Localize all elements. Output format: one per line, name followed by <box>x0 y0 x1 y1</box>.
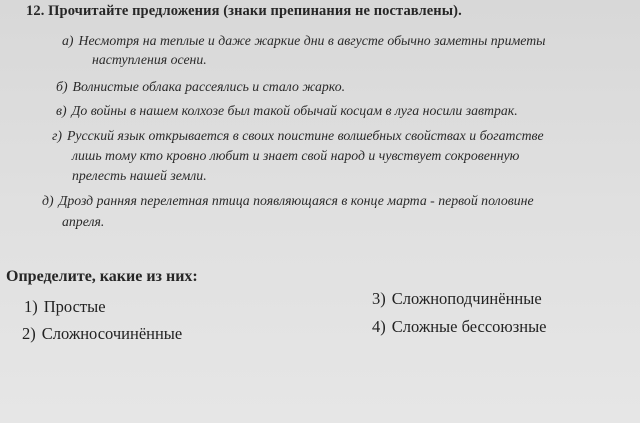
sentence-v-line-1 <box>56 103 518 119</box>
option-4-label: Сложные бессоюзные <box>391 317 547 336</box>
option-2 <box>22 324 182 344</box>
sentence-d-line-2: апреля. <box>62 214 105 229</box>
sentence-g-line-2: лишь тому кто кровно любит и знает свой народ и чувствует сокровенную <box>72 148 520 163</box>
sentence-g-line-1 <box>52 128 544 144</box>
sentence-d-marker: д) <box>42 193 54 208</box>
sentence-v-marker: в) <box>56 103 67 118</box>
sentence-g-line-3: прелесть нашей земли. <box>72 168 207 183</box>
sentence-d-text-1: Дрозд ранняя перелетная птица появляющаяся в конце марта - первой половине <box>58 193 534 208</box>
sentence-b-marker: б) <box>56 79 68 94</box>
question-heading: Определите, какие из них: <box>6 268 198 285</box>
option-1-label: Простые <box>43 297 106 316</box>
sentence-a-line-2: наступления осени. <box>92 52 207 67</box>
sentence-a-text-1: Несмотря на теплые и даже жаркие дни в августе обычно заметны приметы <box>78 33 546 48</box>
sentence-a-marker: а) <box>62 33 74 48</box>
option-4-number: 4) <box>372 317 386 336</box>
sentence-v-text-1: До войны в нашем колхозе был такой обычай косцам в луга носили завтрак. <box>71 103 518 118</box>
task-title: 12. Прочитайте предложения (знаки препинания не поставлены). <box>26 3 462 19</box>
option-4 <box>372 317 547 337</box>
sentence-g-text-1: Русский язык открывается в своих поистине волшебных свойствах и богатстве <box>66 128 544 143</box>
sentence-d-line-1 <box>42 193 534 209</box>
sentence-b-line-1 <box>56 79 345 95</box>
option-3-number: 3) <box>372 289 386 308</box>
option-1 <box>24 297 106 317</box>
option-3 <box>372 289 542 309</box>
sentence-b-text-1: Волнистые облака рассеялись и стало жарко. <box>72 79 346 94</box>
option-2-label: Сложносочинённые <box>41 324 183 343</box>
option-3-label: Сложноподчинённые <box>391 289 542 308</box>
option-1-number: 1) <box>24 297 38 316</box>
sentence-g-marker: г) <box>52 128 62 143</box>
option-2-number: 2) <box>22 324 36 343</box>
sentence-a-line-1 <box>62 33 546 49</box>
